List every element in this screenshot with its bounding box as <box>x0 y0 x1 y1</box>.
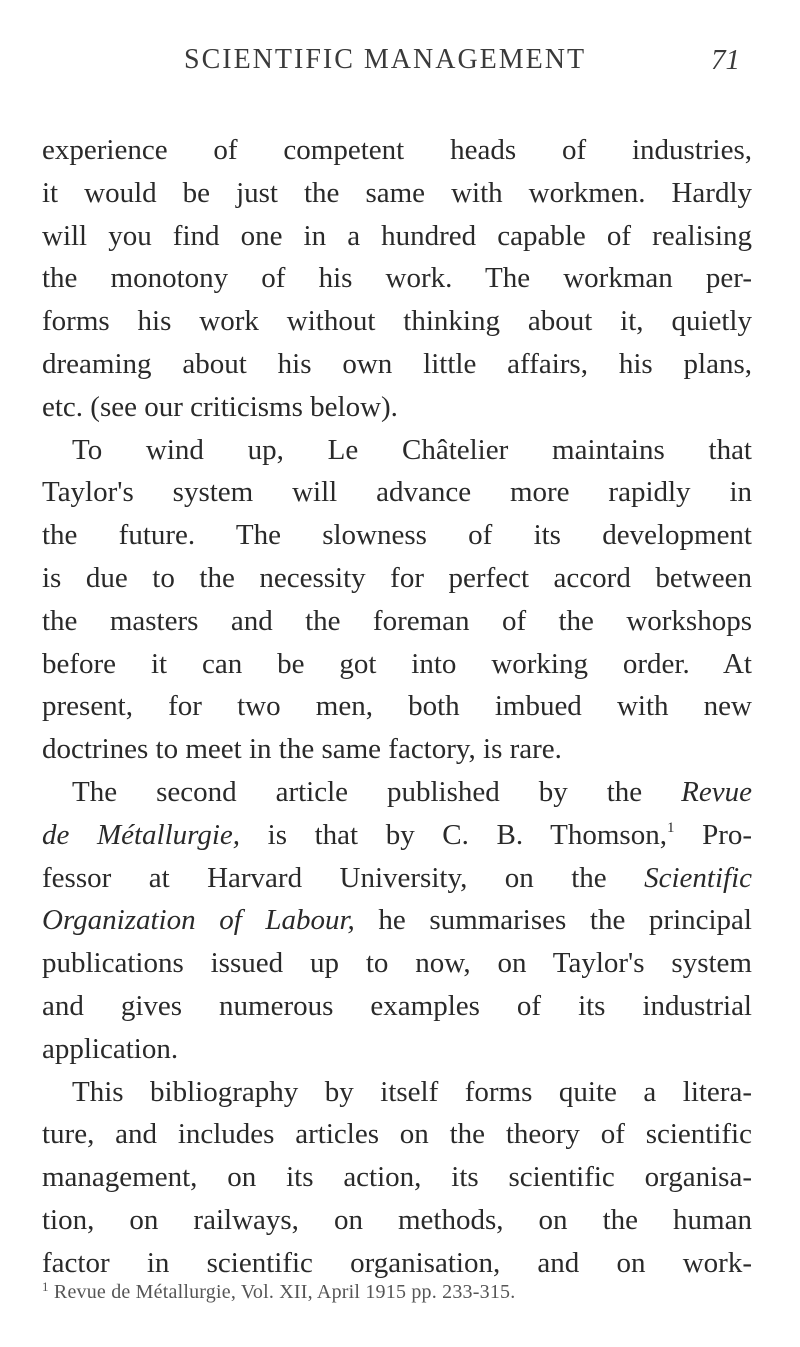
text-segment: he summarises the principal <box>378 904 752 937</box>
body-text <box>42 129 752 1285</box>
text-line: the future. The slowness of its development <box>42 519 752 552</box>
text-line: doctrines to meet in the same factory, is rare. <box>42 733 562 766</box>
text-line: dreaming about his own little affairs, his plans, <box>42 347 752 380</box>
text-line: factor in scientific organisation, and on work- <box>42 1246 752 1279</box>
text-line: present, for two men, both imbued with new <box>42 690 752 723</box>
text-line: This bibliography by itself forms quite a litera- <box>72 1075 752 1108</box>
journal-title: Revue <box>681 775 752 808</box>
text-segment: The second article published by the <box>72 775 643 808</box>
footnote-marker: 1 <box>666 819 675 836</box>
text-line: tion, on railways, on methods, on the human <box>42 1203 752 1236</box>
running-head <box>40 44 740 104</box>
text-line <box>42 814 752 857</box>
text-line: etc. (see our criticisms below). <box>42 390 398 423</box>
text-line: publications issued up to now, on Taylor's system <box>42 947 752 980</box>
text-line: will you find one in a hundred capable of realising <box>42 219 752 252</box>
text-line: ture, and includes articles on the theory of scientific <box>42 1118 752 1151</box>
text-line: Taylor's system will advance more rapidly in <box>42 476 752 509</box>
footnote-text: Revue de Métallurgie, Vol. XII, April 1915 pp. 233-315. <box>53 1281 516 1303</box>
text-line: is due to the necessity for perfect accord between <box>42 561 752 594</box>
text-line: forms his work without thinking about it, quietly <box>42 305 752 338</box>
article-title: Scientific <box>644 861 752 894</box>
text-line <box>42 771 752 814</box>
text-line: application. <box>42 1032 179 1065</box>
text-segment: fessor at Harvard University, on the <box>42 861 607 894</box>
text-line: the monotony of his work. The workman per- <box>42 262 752 295</box>
text-line: To wind up, Le Châtelier maintains that <box>72 433 752 466</box>
text-line <box>42 857 752 900</box>
article-title: Organization of Labour, <box>42 904 355 937</box>
running-title: SCIENTIFIC MANAGEMENT <box>184 44 587 75</box>
text-line: before it can be got into working order. At <box>42 647 752 680</box>
text-line: experience of competent heads of industries, <box>42 134 752 166</box>
page-number: 71 <box>711 44 740 76</box>
footnote <box>42 1281 756 1304</box>
text-segment: Pro- <box>702 818 753 851</box>
text-line: it would be just the same with workmen. Hardly <box>42 176 752 209</box>
text-segment: is that by C. B. Thomson, <box>267 818 667 851</box>
footnote-number: 1 <box>42 1279 49 1294</box>
text-line: the masters and the foreman of the workshops <box>42 604 752 637</box>
journal-title: de Métallurgie, <box>42 818 241 851</box>
text-line <box>42 899 752 942</box>
text-line: management, on its action, its scientific organisa- <box>42 1161 752 1194</box>
text-line: and gives numerous examples of its industrial <box>42 989 752 1022</box>
